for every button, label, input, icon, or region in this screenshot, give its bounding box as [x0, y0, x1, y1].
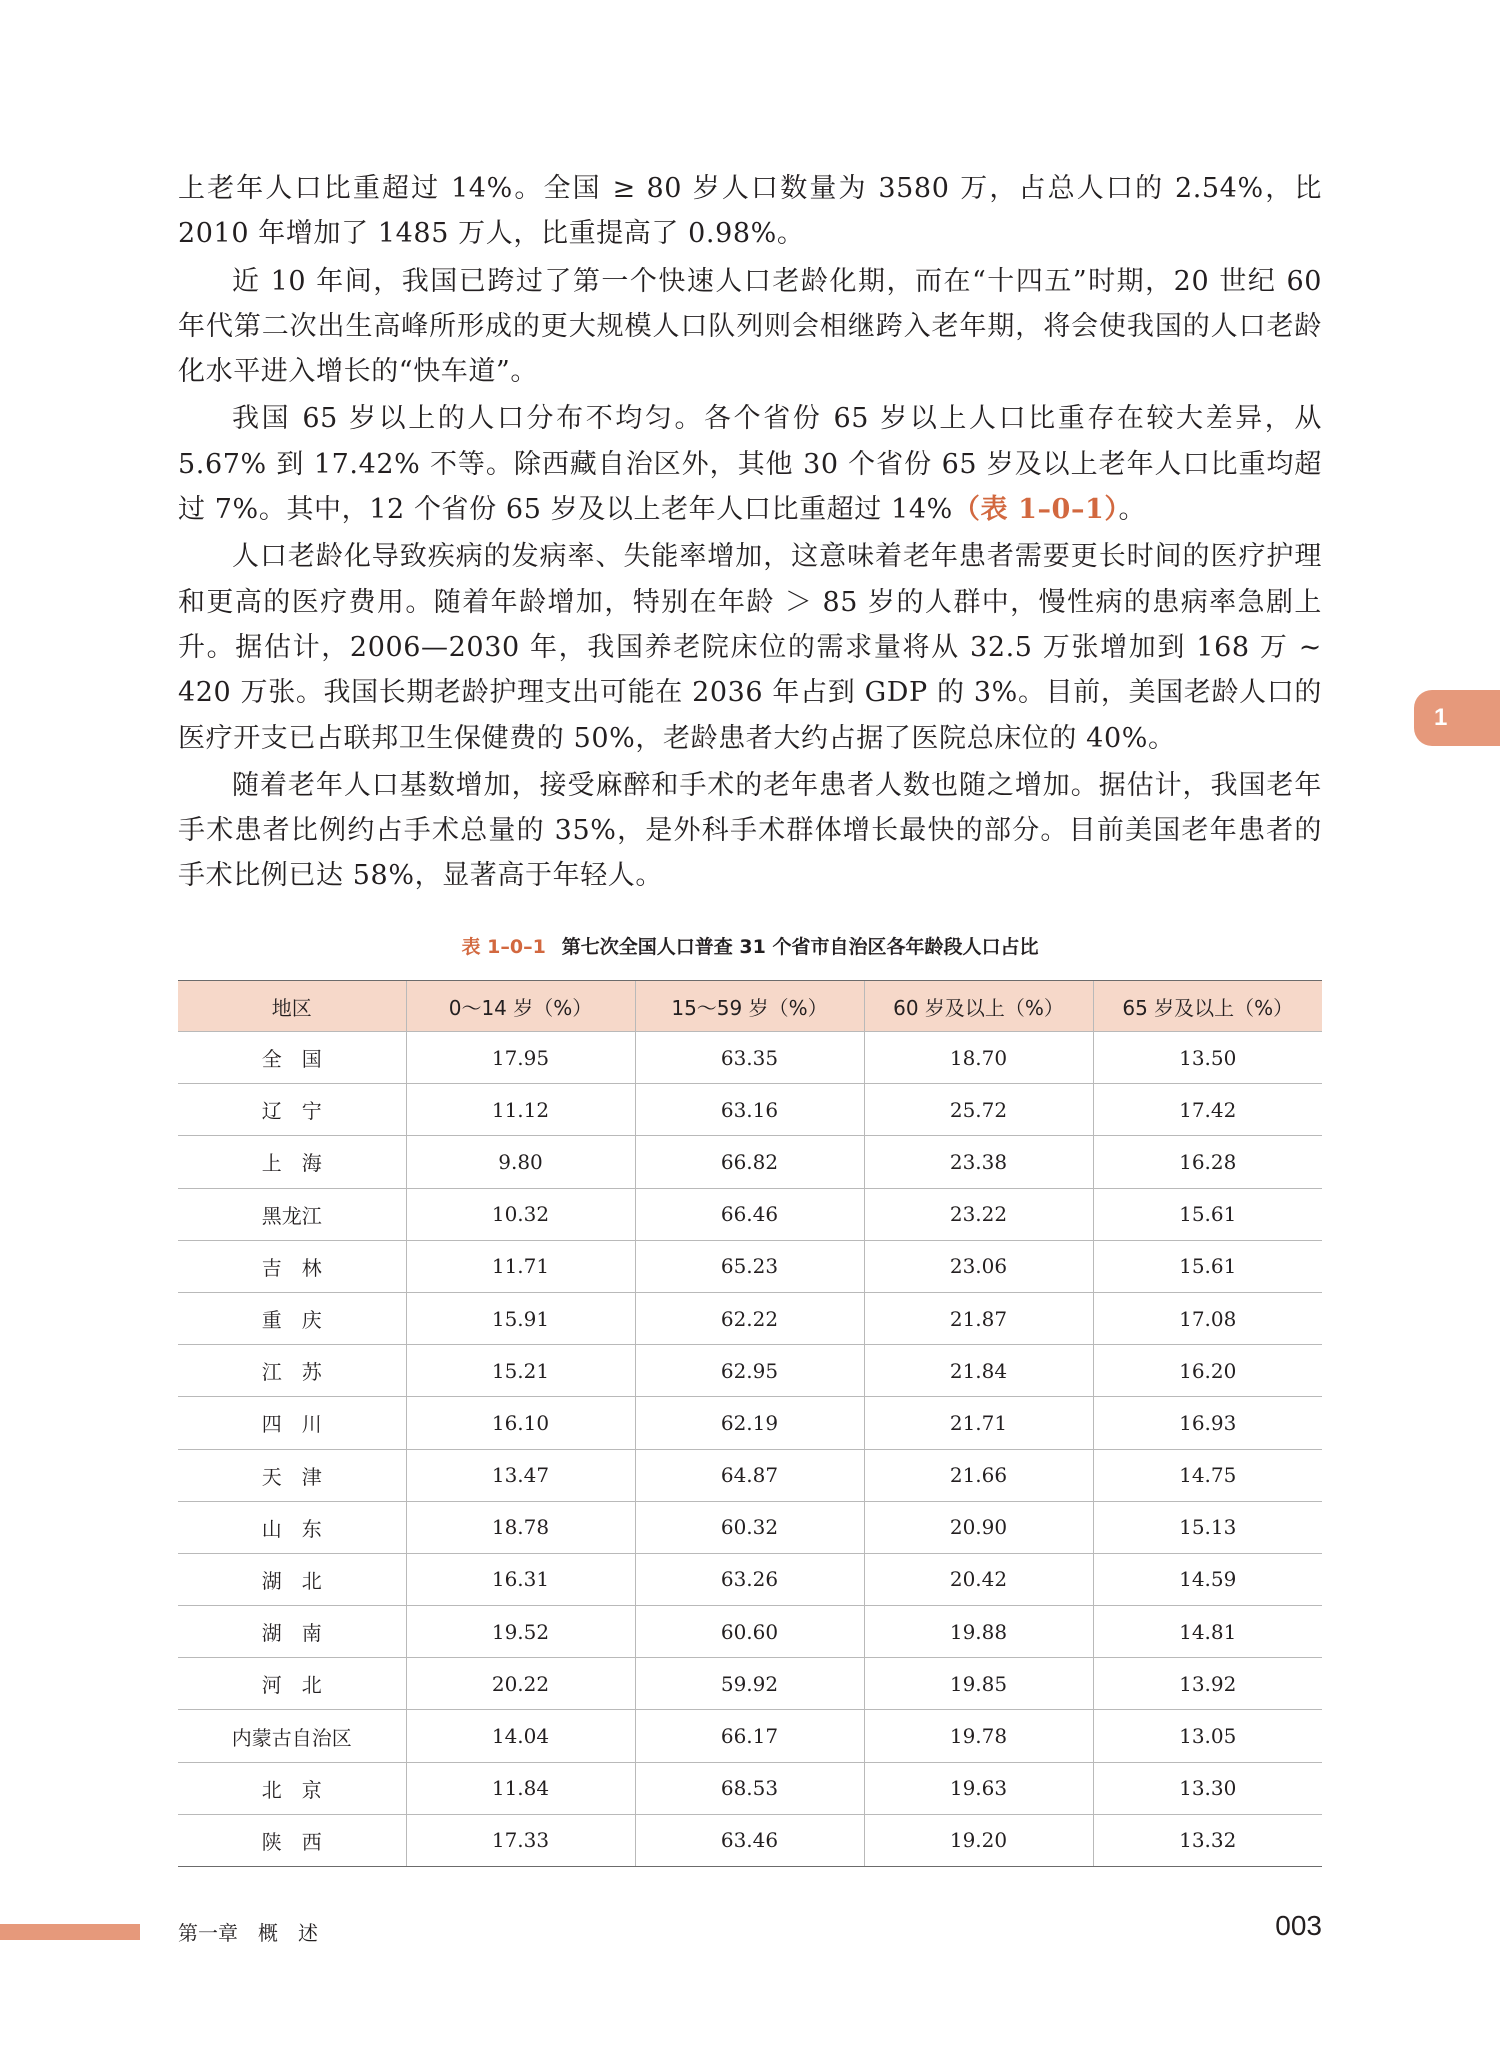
value-cell: 13.05 — [1093, 1710, 1322, 1762]
table-row — [178, 1292, 1322, 1344]
column-header: 15～59 岁（%） — [635, 981, 864, 1032]
value-cell: 21.66 — [864, 1449, 1093, 1501]
region-cell: 黑龙江 — [178, 1188, 406, 1240]
value-cell: 14.59 — [1093, 1553, 1322, 1605]
value-cell: 13.30 — [1093, 1762, 1322, 1814]
paragraph: 随着老年人口基数增加，接受麻醉和手术的老年患者人数也随之增加。据估计，我国老年手术患者比例约占手术总量的 35%，是外科手术群体增长最快的部分。目前美国老年患者的手术比例已达 58%，显著高于年轻人。 — [178, 769, 1322, 892]
value-cell: 9.80 — [406, 1136, 635, 1188]
value-cell: 15.21 — [406, 1345, 635, 1397]
table-row — [178, 1397, 1322, 1449]
value-cell: 19.85 — [864, 1658, 1093, 1710]
value-cell: 15.61 — [1093, 1188, 1322, 1240]
value-cell: 66.46 — [635, 1188, 864, 1240]
table-row — [178, 1240, 1322, 1292]
value-cell: 18.70 — [864, 1032, 1093, 1084]
value-cell: 21.84 — [864, 1345, 1093, 1397]
value-cell: 15.13 — [1093, 1501, 1322, 1553]
value-cell: 16.28 — [1093, 1136, 1322, 1188]
table-row — [178, 1762, 1322, 1814]
table-row — [178, 1136, 1322, 1188]
region-cell: 四 川 — [178, 1397, 406, 1449]
value-cell: 16.10 — [406, 1397, 635, 1449]
column-header: 65 岁及以上（%） — [1093, 981, 1322, 1032]
value-cell: 63.46 — [635, 1814, 864, 1866]
value-cell: 62.95 — [635, 1345, 864, 1397]
value-cell: 19.20 — [864, 1814, 1093, 1866]
column-header: 60 岁及以上（%） — [864, 981, 1093, 1032]
footer-accent-bar — [0, 1924, 140, 1940]
region-cell: 全 国 — [178, 1032, 406, 1084]
region-cell: 天 津 — [178, 1449, 406, 1501]
region-cell: 湖 南 — [178, 1606, 406, 1658]
value-cell: 63.16 — [635, 1084, 864, 1136]
value-cell: 64.87 — [635, 1449, 864, 1501]
value-cell: 15.61 — [1093, 1240, 1322, 1292]
value-cell: 14.81 — [1093, 1606, 1322, 1658]
region-cell: 吉 林 — [178, 1240, 406, 1292]
value-cell: 16.31 — [406, 1553, 635, 1605]
column-header: 0～14 岁（%） — [406, 981, 635, 1032]
value-cell: 17.42 — [1093, 1084, 1322, 1136]
table-row — [178, 1553, 1322, 1605]
value-cell: 10.32 — [406, 1188, 635, 1240]
value-cell: 13.47 — [406, 1449, 635, 1501]
column-header: 地区 — [178, 981, 406, 1032]
chapter-side-tab: 1 — [1414, 690, 1500, 746]
value-cell: 21.87 — [864, 1292, 1093, 1344]
region-cell: 河 北 — [178, 1658, 406, 1710]
value-cell: 68.53 — [635, 1762, 864, 1814]
table-row — [178, 1710, 1322, 1762]
footer-chapter-title: 第一章 概 述 — [178, 1921, 318, 1945]
paragraph: 上老年人口比重超过 14%。全国 ≥ 80 岁人口数量为 3580 万，占总人口的 2.54%，比 2010 年增加了 1485 万人，比重提高了 0.98%。 — [178, 173, 1322, 250]
value-cell: 20.90 — [864, 1501, 1093, 1553]
region-cell: 江 苏 — [178, 1345, 406, 1397]
table-row — [178, 1814, 1322, 1866]
region-cell: 陕 西 — [178, 1814, 406, 1866]
value-cell: 13.92 — [1093, 1658, 1322, 1710]
value-cell: 21.71 — [864, 1397, 1093, 1449]
value-cell: 23.38 — [864, 1136, 1093, 1188]
value-cell: 14.75 — [1093, 1449, 1322, 1501]
table-row — [178, 1449, 1322, 1501]
value-cell: 63.26 — [635, 1553, 864, 1605]
table-row — [178, 1501, 1322, 1553]
table-caption-number: 表 1–0–1 — [461, 936, 546, 958]
value-cell: 17.33 — [406, 1814, 635, 1866]
value-cell: 11.71 — [406, 1240, 635, 1292]
value-cell: 14.04 — [406, 1710, 635, 1762]
value-cell: 13.50 — [1093, 1032, 1322, 1084]
table-row — [178, 1084, 1322, 1136]
value-cell: 23.22 — [864, 1188, 1093, 1240]
page-number: 003 — [1275, 1910, 1322, 1941]
paragraph: 人口老龄化导致疾病的发病率、失能率增加，这意味着老年患者需要更长时间的医疗护理和更高的医疗费用。随着年龄增加，特别在年龄 ＞ 85 岁的人群中，慢性病的患病率急剧上升。据估计，2006—2030 年，我国养老院床位的需求量将从 32.5 万张增加到 168 万 ~ 420 万张。我国长期老龄护理支出可能在 2036 年占到 GDP 的 3%。目前，美国老龄人口的医疗开支已占联邦卫生保健费的 50%，老龄患者大约占据了医院总床位的 40%。 — [178, 541, 1322, 754]
population-table — [178, 980, 1322, 1867]
table-row — [178, 1658, 1322, 1710]
value-cell: 19.88 — [864, 1606, 1093, 1658]
value-cell: 59.92 — [635, 1658, 864, 1710]
region-cell: 内蒙古自治区 — [178, 1710, 406, 1762]
value-cell: 65.23 — [635, 1240, 864, 1292]
value-cell: 63.35 — [635, 1032, 864, 1084]
paragraph-end: 。 — [1118, 494, 1147, 526]
region-cell: 重 庆 — [178, 1292, 406, 1344]
value-cell: 19.63 — [864, 1762, 1093, 1814]
value-cell: 16.20 — [1093, 1345, 1322, 1397]
value-cell: 20.22 — [406, 1658, 635, 1710]
body-text — [178, 166, 1322, 901]
table-caption — [178, 932, 1322, 959]
paragraph — [178, 396, 1322, 532]
value-cell: 13.32 — [1093, 1814, 1322, 1866]
table-row — [178, 1345, 1322, 1397]
region-cell: 湖 北 — [178, 1553, 406, 1605]
value-cell: 16.93 — [1093, 1397, 1322, 1449]
region-cell: 上 海 — [178, 1136, 406, 1188]
table-caption-title: 第七次全国人口普查 31 个省市自治区各年龄段人口占比 — [561, 936, 1039, 958]
value-cell: 19.78 — [864, 1710, 1093, 1762]
value-cell: 60.60 — [635, 1606, 864, 1658]
region-cell: 北 京 — [178, 1762, 406, 1814]
value-cell: 11.84 — [406, 1762, 635, 1814]
paragraph: 近 10 年间，我国已跨过了第一个快速人口老龄化期，而在“十四五”时期，20 世纪 60 年代第二次出生高峰所形成的更大规模人口队列则会相继跨入老年期，将会使我国的人口老龄化水平进入增长的“快车道”。 — [178, 265, 1322, 388]
value-cell: 18.78 — [406, 1501, 635, 1553]
table-row — [178, 1032, 1322, 1084]
value-cell: 62.19 — [635, 1397, 864, 1449]
paragraph-text: 我国 65 岁以上的人口分布不均匀。各个省份 65 岁以上人口比重存在较大差异，从 5.67% 到 17.42% 不等。除西藏自治区外，其他 30 个省份 65 岁及以上老年人口比重均超过 7%。其中，12 个省份 65 岁及以上老年人口比重超过 14% — [178, 403, 1322, 526]
value-cell: 19.52 — [406, 1606, 635, 1658]
value-cell: 17.08 — [1093, 1292, 1322, 1344]
value-cell: 17.95 — [406, 1032, 635, 1084]
value-cell: 23.06 — [864, 1240, 1093, 1292]
value-cell: 15.91 — [406, 1292, 635, 1344]
region-cell: 山 东 — [178, 1501, 406, 1553]
value-cell: 66.17 — [635, 1710, 864, 1762]
value-cell: 60.32 — [635, 1501, 864, 1553]
table-row — [178, 1188, 1322, 1240]
value-cell: 62.22 — [635, 1292, 864, 1344]
value-cell: 11.12 — [406, 1084, 635, 1136]
table-header-row — [178, 981, 1322, 1032]
table-row — [178, 1606, 1322, 1658]
value-cell: 66.82 — [635, 1136, 864, 1188]
value-cell: 25.72 — [864, 1084, 1093, 1136]
table-reference-link[interactable]: （表 1–0–1） — [952, 494, 1119, 526]
region-cell: 辽 宁 — [178, 1084, 406, 1136]
value-cell: 20.42 — [864, 1553, 1093, 1605]
